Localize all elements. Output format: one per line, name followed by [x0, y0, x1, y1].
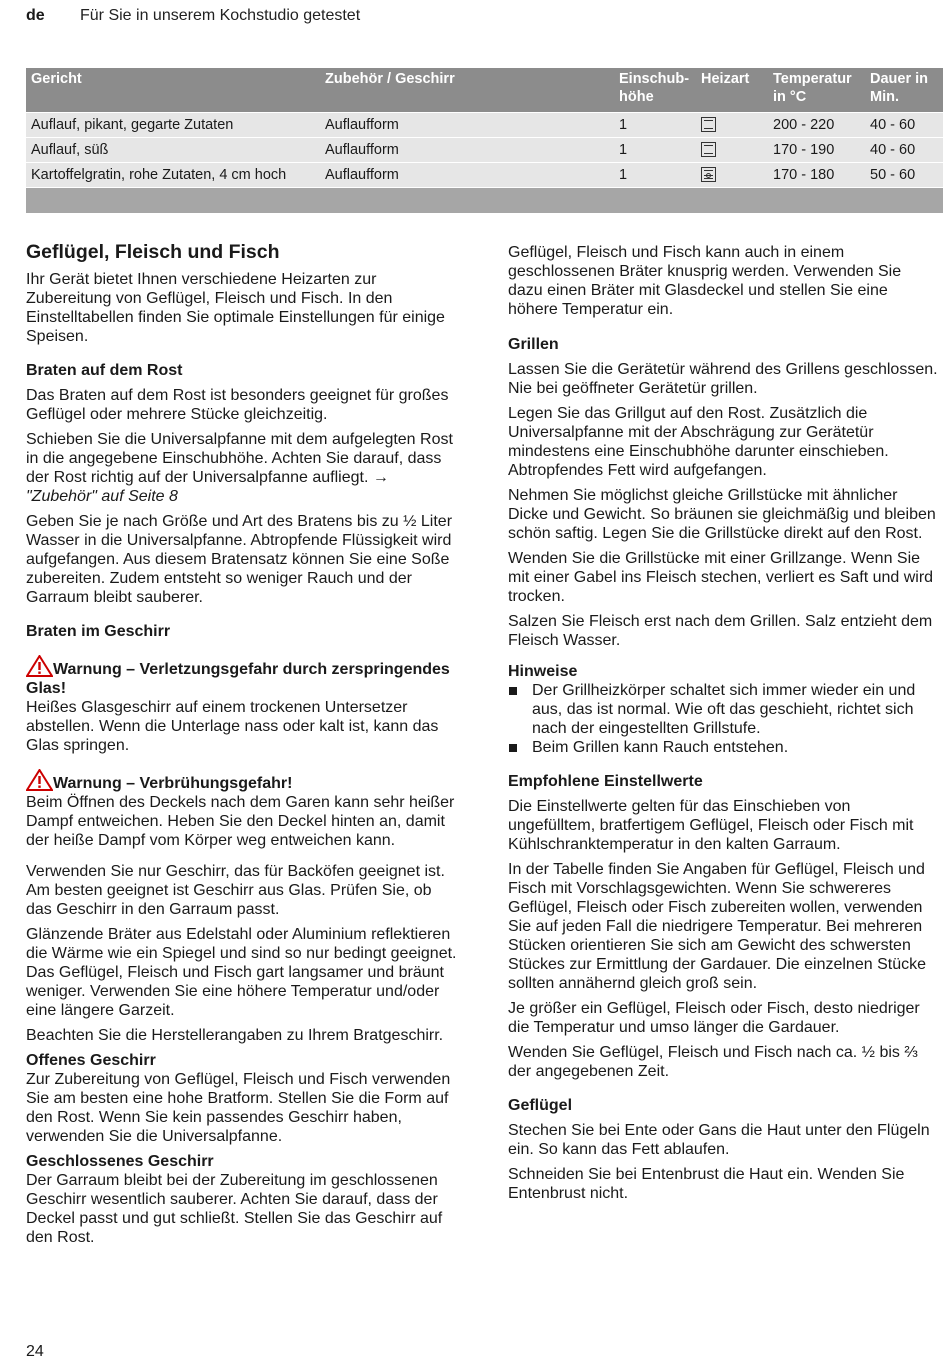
warning-heading: Warnung – Verletzungsgefahr durch zerspringendes Glas! [26, 655, 458, 698]
paragraph: Die Einstellwerte gelten für das Einschieben von ungefülltem, bratfertigem Geflügel, Fleisch oder Fisch mit Kühlschranktemperatur in den kalten Garraum. [508, 798, 914, 853]
paragraph: Verwenden Sie nur Geschirr, das für Backöfen geeignet ist. Am besten geeignet ist Geschirr aus Glas. Prüfen Sie, ob das Geschirr in den Garraum passt. [26, 863, 445, 918]
right-column [508, 243, 940, 1209]
cell-duration: 50 - 60 [865, 162, 943, 187]
subheading-empfohlene-einstellwerte: Empfohlene Einstellwerte [508, 773, 703, 790]
language-code: de [26, 7, 45, 24]
cell-dish: Auflauf, süß [26, 137, 320, 162]
col-header-level: Einschub- höhe [614, 68, 696, 112]
warning-text: Beim Öffnen des Deckels nach dem Garen kann sehr heißer Dampf entweichen. Heben Sie den Deckel hinten an, damit der heiße Dampf vom Körper weg entweichen kann. [26, 794, 455, 849]
cell-level: 1 [614, 112, 696, 137]
cell-duration: 40 - 60 [865, 137, 943, 162]
cell-heat [696, 162, 768, 187]
cell-dish: Auflauf, pikant, gegarte Zutaten [26, 112, 320, 137]
col-header-temp: Temperatur in °C [768, 68, 865, 112]
col-header-duration: Dauer in Min. [865, 68, 943, 112]
table-footer-bar [26, 187, 943, 213]
paragraph-with-ref: Schieben Sie die Universalpfanne mit dem aufgelegten Rost in die angegebene Einschubhöhe. Achten Sie darauf, dass der Rost richtig auf der Universalpfanne aufliegt. → "Zubehör" auf Seite 8 [26, 431, 453, 505]
list-item: Beim Grillen kann Rauch entstehen. [508, 738, 940, 757]
paragraph: Salzen Sie Fleisch erst nach dem Grillen. Salz entzieht dem Fleisch Wasser. [508, 613, 933, 649]
paragraph: Beachten Sie die Herstellerangaben zu Ihrem Bratgeschirr. [26, 1027, 444, 1044]
cell-temp: 170 - 190 [768, 137, 865, 162]
cell-heat [696, 137, 768, 162]
cell-temp: 170 - 180 [768, 162, 865, 187]
table-row [26, 137, 943, 162]
table-row [26, 162, 943, 187]
cell-accessory: Auflaufform [320, 137, 614, 162]
paragraph: Nehmen Sie möglichst gleiche Grillstücke mit ähnlicher Dicke und Gewicht. So bräunen sie gleichmäßig und bleiben schön saftig. Legen Sie die Grillstücke direkt auf den Rost. [508, 487, 936, 542]
paragraph: Schneiden Sie bei Entenbrust die Haut ein. Wenden Sie Entenbrust nicht. [508, 1166, 905, 1202]
warning-heading: Warnung – Verbrühungsgefahr! [26, 769, 458, 793]
subheading-hinweise: Hinweise [508, 663, 578, 680]
page-number: 24 [26, 1343, 44, 1360]
header-title: Für Sie in unserem Kochstudio getestet [80, 7, 361, 24]
cell-dish: Kartoffelgratin, rohe Zutaten, 4 cm hoch [26, 162, 320, 187]
subheading-grillen: Grillen [508, 336, 559, 353]
paragraph: Stechen Sie bei Ente oder Gans die Haut unter den Flügeln ein. So kann das Fett ablaufen. [508, 1122, 930, 1158]
paragraph: Geben Sie je nach Größe und Art des Bratens bis zu ½ Liter Wasser in die Universalpfanne. Abtropfende Flüssigkeit wird aufgefangen. Aus diesem Bratensatz können Sie eine Soße zubereiten. Zudem entsteht so weniger Rauch und der Garraum bleibt sauberer. [26, 513, 453, 606]
paragraph: Wenden Sie die Grillstücke mit einer Grillzange. Wenn Sie mit einer Gabel ins Fleisch stechen, verliert es Saft und wird trocken. [508, 550, 934, 605]
top-bottom-heat-icon [701, 117, 716, 132]
table-header-row [26, 68, 943, 112]
col-header-accessory: Zubehör / Geschirr [320, 68, 614, 112]
paragraph: Geflügel, Fleisch und Fisch kann auch in einem geschlossenen Bräter knusprig werden. Verwenden Sie dazu einen Bräter mit Glasdeckel und stellen Sie eine höhere Temperatur ein. [508, 244, 902, 318]
grill-fan-icon [701, 167, 716, 182]
subheading-braten-geschirr: Braten im Geschirr [26, 623, 171, 640]
col-header-dish: Gericht [26, 68, 320, 112]
paragraph: In der Tabelle finden Sie Angaben für Geflügel, Fleisch und Fisch mit Vorschlagsgewichten. Wenn Sie schwereres Geflügel, Fleisch oder Fisch zubereiten wollen, verwenden Sie auf jeden Fall die niedrigere Temperatur. Bei mehreren Stücken orientieren Sie sich am Gewicht des schwersten Stückes zur Ermittlung der Gardauer. Die einzelnen Stücke sollten annähernd gleich groß sein. [508, 861, 926, 992]
left-column [26, 240, 458, 1253]
paragraph: Zur Zubereitung von Geflügel, Fleisch und Fisch verwenden Sie am besten eine hohe Bratform. Stellen Sie die Form auf den Rost. Wenn Sie kein passendes Geschirr haben, verwenden Sie die Universalpfanne. [26, 1071, 451, 1145]
settings-table [26, 68, 943, 213]
subheading-gefluegel: Geflügel [508, 1097, 573, 1114]
paragraph: Legen Sie das Grillgut auf den Rost. Zusätzlich die Universalpfanne mit der Abschrägung zur Gerätetür mindestens eine Einschubhöhe darunter einschieben. Abtropfendes Fett wird aufgefangen. [508, 405, 889, 479]
cell-accessory: Auflaufform [320, 112, 614, 137]
page-header [26, 7, 361, 25]
table-row [26, 112, 943, 137]
section-heading: Geflügel, Fleisch und Fisch [26, 241, 280, 263]
paragraph: Wenden Sie Geflügel, Fleisch und Fisch nach ca. ½ bis ⅔ der angegebenen Zeit. [508, 1044, 918, 1080]
cell-level: 1 [614, 137, 696, 162]
col-header-heat: Heizart [696, 68, 768, 112]
list-item: Der Grillheizkörper schaltet sich immer wieder ein und aus, das ist normal. Wie oft das geschieht, richtet sich nach der eingestellten Grillstufe. [508, 681, 940, 738]
subheading-offenes-geschirr: Offenes Geschirr [26, 1052, 156, 1069]
reference-arrow-icon: → [372, 469, 389, 486]
paragraph: Lassen Sie die Gerätetür während des Grillens geschlossen. Nie bei geöffneter Gerätetür grillen. [508, 361, 938, 397]
paragraph: Je größer ein Geflügel, Fleisch oder Fisch, desto niedriger die Temperatur und umso länger die Gardauer. [508, 1000, 920, 1036]
cell-level: 1 [614, 162, 696, 187]
paragraph: Ihr Gerät bietet Ihnen verschiedene Heizarten zur Zubereitung von Geflügel, Fleisch und Fisch. In den Einstelltabellen finden Sie optimale Einstellungen für einige Speisen. [26, 271, 445, 345]
cell-temp: 200 - 220 [768, 112, 865, 137]
warning-triangle-icon [26, 769, 53, 791]
cell-accessory: Auflaufform [320, 162, 614, 187]
paragraph: Glänzende Bräter aus Edelstahl oder Aluminium reflektieren die Wärme wie ein Spiegel und sind so nur bedingt geeignet. Das Geflügel, Fleisch und Fisch gart langsamer und bräunt weniger. Verwenden Sie eine höhere Temperatur und/oder eine längere Garzeit. [26, 926, 457, 1019]
cell-heat [696, 112, 768, 137]
subheading-geschlossenes-geschirr: Geschlossenes Geschirr [26, 1153, 214, 1170]
cell-duration: 40 - 60 [865, 112, 943, 137]
paragraph: Das Braten auf dem Rost ist besonders geeignet für großes Geflügel oder mehrere Stücke gleichzeitig. [26, 387, 449, 423]
warning-triangle-icon [26, 655, 53, 677]
page-reference-link[interactable]: "Zubehör" auf Seite 8 [26, 488, 178, 505]
warning-text: Heißes Glasgeschirr auf einem trockenen Untersetzer abstellen. Wenn die Unterlage nass oder kalt ist, kann das Glas springen. [26, 699, 439, 754]
paragraph: Der Garraum bleibt bei der Zubereitung im geschlossenen Geschirr wesentlich sauberer. Achten Sie darauf, dass der Deckel passt und gut schließt. Stellen Sie das Geschirr auf den Rost. [26, 1172, 443, 1246]
subheading-braten-rost: Braten auf dem Rost [26, 362, 183, 379]
top-bottom-heat-icon [701, 142, 716, 157]
notes-list [508, 681, 940, 757]
